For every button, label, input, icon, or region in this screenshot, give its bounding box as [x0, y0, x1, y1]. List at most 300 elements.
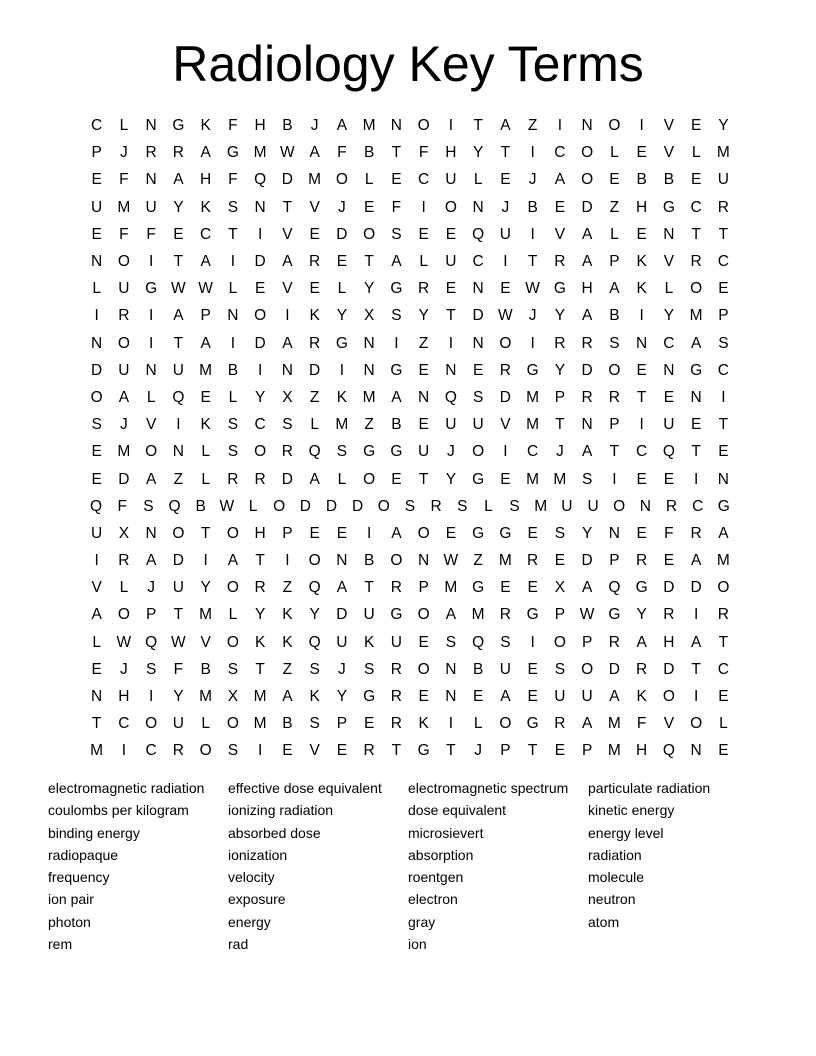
grid-letter: L: [201, 715, 210, 733]
grid-letter: P: [500, 742, 511, 760]
word-column: [588, 777, 768, 955]
word-list-item: ionizing radiation: [228, 802, 334, 819]
word-list-item: particulate radiation: [588, 780, 711, 796]
grid-letter: I: [639, 307, 644, 325]
grid-letter: A: [145, 552, 157, 570]
grid-letter: L: [146, 388, 156, 406]
grid-letter: S: [309, 715, 320, 733]
letter-grid: [83, 112, 737, 765]
grid-letter: A: [309, 144, 320, 162]
grid-letter: G: [363, 443, 376, 461]
grid-letter: Y: [336, 307, 348, 325]
grid-letter: L: [92, 280, 101, 298]
grid-letter: B: [363, 144, 375, 162]
grid-letter: H: [636, 198, 648, 216]
grid-letter: U: [91, 198, 103, 216]
grid-letter: T: [691, 225, 701, 243]
grid-letter: D: [309, 361, 321, 379]
grid-letter: U: [91, 524, 103, 542]
grid-row: [83, 710, 737, 737]
grid-letter: T: [255, 552, 265, 570]
grid-letter: N: [281, 361, 293, 379]
grid-letter: H: [663, 633, 675, 651]
grid-letter: P: [581, 633, 593, 651]
grid-letter: B: [282, 715, 293, 733]
grid-letter: E: [91, 171, 102, 189]
grid-letter: N: [608, 524, 620, 542]
grid-letter: Q: [444, 388, 457, 406]
grid-letter: R: [363, 742, 375, 760]
grid-letter: G: [472, 579, 485, 597]
grid-letter: J: [310, 117, 319, 135]
grid-letter: S: [391, 225, 402, 243]
grid-letter: L: [92, 633, 101, 651]
grid-letter: K: [200, 416, 211, 434]
grid-row: [83, 629, 737, 656]
grid-letter: Y: [445, 470, 457, 488]
word-list-item: electromagnetic spectrum: [408, 780, 569, 796]
word-list-item: ionization: [228, 846, 288, 863]
grid-letter: Y: [418, 307, 429, 325]
grid-letter: R: [499, 361, 511, 379]
grid-letter: R: [227, 470, 239, 488]
grid-letter: N: [91, 334, 103, 352]
grid-letter: E: [336, 253, 348, 271]
grid-letter: D: [608, 660, 620, 678]
grid-letter: L: [664, 280, 674, 298]
grid-letter: R: [390, 579, 402, 597]
grid-letter: M: [362, 388, 376, 406]
grid-letter: A: [581, 253, 593, 271]
grid-letter: L: [119, 117, 129, 135]
grid-letter: A: [391, 524, 402, 542]
grid-letter: K: [282, 633, 293, 651]
grid-letter: U: [717, 171, 729, 189]
grid-letter: R: [390, 660, 402, 678]
grid-letter: H: [118, 688, 130, 706]
grid-letter: I: [148, 307, 154, 325]
grid-letter: N: [636, 334, 648, 352]
grid-letter: A: [282, 688, 293, 706]
word-list-item: gray: [408, 913, 436, 930]
grid-letter: V: [282, 225, 293, 243]
grid-letter: S: [309, 660, 320, 678]
grid-letter: M: [199, 688, 213, 706]
grid-letter: V: [91, 579, 102, 597]
grid-letter: C: [717, 253, 729, 271]
grid-letter: P: [554, 388, 566, 406]
grid-letter: O: [254, 443, 267, 461]
word-column: [408, 777, 588, 955]
grid-letter: U: [499, 225, 511, 243]
grid-letter: Y: [336, 688, 348, 706]
grid-letter: R: [309, 253, 321, 271]
grid-letter: N: [91, 253, 103, 271]
grid-letter: G: [526, 361, 539, 379]
grid-letter: E: [609, 171, 620, 189]
grid-letter: D: [299, 497, 311, 515]
grid-letter: U: [118, 361, 130, 379]
grid-letter: H: [254, 117, 266, 135]
grid-letter: I: [693, 470, 699, 488]
grid-letter: R: [717, 198, 729, 216]
grid-letter: E: [391, 470, 402, 488]
grid-letter: I: [503, 443, 508, 461]
grid-letter: N: [145, 171, 157, 189]
word-list-item: absorption: [408, 846, 474, 863]
grid-letter: T: [446, 307, 456, 325]
grid-letter: Y: [581, 524, 593, 542]
grid-letter: E: [173, 225, 184, 243]
grid-letter: L: [228, 606, 238, 624]
grid-letter: K: [636, 688, 647, 706]
grid-letter: R: [390, 688, 402, 706]
grid-letter: Q: [90, 497, 103, 515]
grid-letter: I: [148, 688, 154, 706]
grid-letter: V: [309, 198, 320, 216]
grid-letter: S: [554, 524, 566, 542]
word-list-item: energy: [228, 913, 271, 930]
grid-letter: W: [219, 497, 235, 515]
grid-letter: O: [662, 688, 675, 706]
grid-letter: I: [530, 225, 535, 243]
grid-letter: Y: [254, 606, 266, 624]
grid-letter: T: [418, 470, 429, 488]
grid-letter: O: [199, 742, 212, 760]
grid-letter: E: [636, 470, 647, 488]
word-list: [48, 777, 788, 955]
grid-letter: M: [253, 715, 267, 733]
grid-letter: O: [499, 334, 512, 352]
grid-letter: M: [335, 416, 349, 434]
grid-letter: T: [446, 742, 456, 760]
word-list-item: frequency: [48, 869, 110, 886]
grid-letter: B: [282, 117, 293, 135]
grid-letter: Q: [472, 633, 485, 651]
grid-letter: Q: [472, 225, 485, 243]
grid-letter: E: [500, 280, 511, 298]
grid-letter: F: [119, 225, 129, 243]
word-list-item: effective dose equivalent: [228, 780, 382, 796]
grid-letter: I: [693, 606, 699, 624]
grid-letter: E: [500, 171, 511, 189]
grid-letter: Z: [173, 470, 184, 488]
grid-letter: S: [363, 660, 375, 678]
grid-letter: M: [526, 388, 540, 406]
grid-letter: T: [173, 606, 184, 624]
grid-letter: D: [172, 552, 184, 570]
grid-row: [83, 574, 737, 601]
grid-letter: N: [581, 117, 593, 135]
grid-letter: C: [118, 715, 130, 733]
grid-letter: S: [509, 497, 520, 515]
grid-letter: P: [581, 742, 593, 760]
grid-letter: G: [608, 606, 621, 624]
grid-letter: E: [472, 361, 484, 379]
grid-letter: R: [527, 552, 539, 570]
grid-letter: E: [445, 280, 457, 298]
grid-letter: L: [119, 579, 129, 597]
grid-letter: N: [472, 280, 484, 298]
grid-letter: P: [609, 416, 620, 434]
grid-letter: F: [418, 144, 429, 162]
grid-letter: G: [390, 606, 403, 624]
grid-letter: Q: [168, 497, 181, 515]
grid-letter: Y: [636, 606, 647, 624]
grid-letter: U: [663, 416, 675, 434]
grid-letter: T: [691, 443, 701, 461]
grid-letter: G: [390, 443, 403, 461]
grid-letter: P: [145, 606, 157, 624]
grid-letter: Z: [309, 388, 320, 406]
grid-letter: S: [145, 660, 157, 678]
grid-letter: F: [337, 144, 347, 162]
grid-letter: B: [195, 497, 206, 515]
grid-letter: A: [690, 633, 702, 651]
grid-letter: N: [418, 552, 430, 570]
grid-letter: S: [500, 633, 511, 651]
grid-letter: J: [501, 198, 510, 216]
grid-letter: U: [118, 280, 130, 298]
word-list-item: velocity: [228, 869, 275, 886]
grid-letter: T: [555, 416, 565, 434]
grid-letter: P: [554, 606, 566, 624]
grid-letter: O: [690, 280, 703, 298]
grid-letter: M: [308, 171, 322, 189]
grid-letter: F: [119, 171, 129, 189]
grid-row: [83, 112, 737, 139]
grid-letter: C: [690, 198, 702, 216]
grid-letter: E: [418, 688, 429, 706]
grid-letter: I: [148, 334, 154, 352]
grid-row: [83, 248, 737, 275]
grid-letter: Y: [718, 117, 729, 135]
grid-letter: F: [117, 497, 127, 515]
grid-letter: D: [499, 388, 511, 406]
grid-letter: J: [556, 443, 564, 461]
grid-letter: C: [663, 334, 675, 352]
grid-letter: E: [418, 633, 429, 651]
word-list-item: energy level: [588, 824, 664, 841]
grid-letter: T: [500, 144, 511, 162]
grid-row: [83, 465, 737, 492]
grid-letter: U: [445, 253, 457, 271]
grid-letter: P: [418, 579, 429, 597]
grid-letter: M: [444, 579, 458, 597]
grid-letter: I: [530, 633, 535, 651]
page-title: Radiology Key Terms: [172, 36, 644, 92]
grid-letter: U: [390, 633, 402, 651]
grid-letter: R: [430, 497, 442, 515]
grid-letter: E: [336, 524, 348, 542]
grid-row: [83, 194, 737, 221]
grid-letter: O: [117, 253, 130, 271]
grid-letter: O: [117, 334, 130, 352]
grid-letter: C: [636, 443, 648, 461]
grid-row: [83, 384, 737, 411]
grid-letter: E: [718, 443, 729, 461]
grid-letter: Q: [254, 171, 267, 189]
grid-letter: C: [254, 416, 266, 434]
grid-letter: O: [226, 715, 239, 733]
grid-letter: E: [91, 225, 102, 243]
grid-letter: I: [366, 524, 372, 542]
grid-letter: D: [254, 334, 266, 352]
grid-letter: Y: [254, 388, 266, 406]
grid-letter: F: [636, 715, 647, 733]
grid-letter: O: [273, 497, 286, 515]
grid-letter: T: [228, 225, 238, 243]
grid-letter: O: [417, 660, 430, 678]
grid-letter: L: [248, 497, 258, 515]
grid-letter: D: [663, 579, 675, 597]
grid-letter: G: [662, 198, 675, 216]
grid-letter: B: [200, 660, 211, 678]
grid-letter: E: [663, 470, 675, 488]
grid-letter: U: [418, 443, 430, 461]
grid-letter: V: [500, 416, 511, 434]
grid-letter: N: [472, 198, 484, 216]
grid-letter: N: [172, 443, 184, 461]
word-list-item: radiopaque: [48, 846, 119, 863]
grid-letter: I: [721, 388, 726, 406]
grid-letter: N: [336, 552, 348, 570]
grid-letter: E: [200, 388, 211, 406]
grid-letter: E: [309, 280, 320, 298]
grid-letter: E: [663, 552, 675, 570]
grid-letter: I: [94, 307, 99, 325]
grid-letter: T: [527, 742, 538, 760]
grid-letter: N: [418, 388, 430, 406]
grid-letter: Q: [145, 633, 158, 651]
grid-letter: V: [309, 742, 320, 760]
grid-letter: I: [612, 470, 617, 488]
grid-letter: N: [663, 361, 675, 379]
grid-letter: E: [418, 416, 429, 434]
grid-letter: M: [117, 443, 131, 461]
grid-letter: T: [718, 416, 729, 434]
grid-letter: E: [91, 470, 102, 488]
grid-letter: I: [94, 552, 99, 570]
grid-letter: A: [282, 334, 293, 352]
grid-letter: M: [117, 198, 131, 216]
grid-letter: T: [391, 742, 402, 760]
word-list-item: kinetic energy: [588, 802, 675, 819]
grid-letter: S: [91, 416, 102, 434]
grid-letter: L: [337, 470, 347, 488]
grid-letter: T: [200, 524, 211, 542]
grid-letter: A: [445, 606, 457, 624]
grid-letter: M: [90, 742, 104, 760]
grid-letter: V: [663, 144, 675, 162]
grid-letter: I: [230, 334, 236, 352]
grid-letter: Y: [554, 307, 566, 325]
grid-letter: J: [120, 144, 128, 162]
grid-letter: O: [717, 579, 730, 597]
grid-letter: G: [499, 524, 512, 542]
grid-letter: I: [639, 117, 644, 135]
grid-letter: A: [391, 253, 402, 271]
grid-letter: N: [690, 742, 702, 760]
grid-letter: E: [527, 524, 538, 542]
grid-letter: U: [587, 497, 599, 515]
grid-letter: O: [499, 715, 512, 733]
grid-letter: Y: [663, 307, 675, 325]
grid-letter: K: [254, 633, 266, 651]
grid-letter: P: [200, 307, 211, 325]
grid-letter: N: [145, 117, 157, 135]
word-list-item: atom: [588, 913, 620, 930]
grid-letter: R: [690, 524, 702, 542]
grid-letter: I: [257, 225, 263, 243]
grid-letter: L: [310, 416, 319, 434]
grid-letter: O: [308, 552, 321, 570]
grid-letter: R: [172, 144, 184, 162]
grid-letter: T: [391, 144, 402, 162]
grid-letter: E: [527, 579, 538, 597]
grid-letter: O: [145, 443, 158, 461]
grid-letter: X: [282, 388, 293, 406]
word-list-item: binding energy: [48, 824, 140, 841]
grid-letter: F: [173, 660, 184, 678]
grid-letter: O: [335, 171, 348, 189]
grid-letter: X: [554, 579, 566, 597]
grid-letter: R: [309, 334, 321, 352]
grid-letter: O: [417, 606, 430, 624]
grid-letter: V: [282, 280, 293, 298]
grid-letter: A: [609, 280, 620, 298]
grid-letter: B: [227, 361, 239, 379]
grid-letter: T: [718, 633, 729, 651]
grid-row: [83, 656, 737, 683]
grid-letter: Y: [554, 361, 566, 379]
word-list-item: dose equivalent: [408, 802, 507, 819]
grid-letter: G: [717, 497, 730, 515]
grid-letter: R: [636, 660, 648, 678]
word-list-item: roentgen: [408, 869, 464, 886]
grid-letter: K: [200, 117, 211, 135]
grid-letter: E: [418, 225, 429, 243]
grid-letter: N: [254, 198, 266, 216]
grid-letter: J: [120, 660, 128, 678]
grid-letter: V: [200, 633, 211, 651]
grid-letter: W: [116, 633, 132, 651]
grid-letter: W: [498, 307, 513, 325]
grid-letter: Y: [472, 144, 484, 162]
grid-letter: A: [636, 633, 647, 651]
word-list-item: electron: [408, 891, 458, 908]
grid-letter: T: [364, 253, 374, 271]
grid-letter: R: [281, 443, 293, 461]
grid-letter: O: [145, 715, 158, 733]
grid-letter: W: [280, 144, 295, 162]
grid-letter: E: [636, 225, 647, 243]
grid-letter: S: [227, 198, 239, 216]
grid-letter: E: [391, 171, 402, 189]
grid-letter: S: [445, 633, 457, 651]
grid-letter: L: [484, 497, 493, 515]
grid-letter: M: [716, 144, 730, 162]
word-list-item: exposure: [228, 891, 286, 908]
grid-letter: O: [363, 225, 376, 243]
grid-row: [83, 275, 737, 302]
grid-letter: B: [363, 552, 375, 570]
grid-letter: G: [172, 117, 185, 135]
grid-letter: P: [336, 715, 348, 733]
grid-letter: M: [553, 470, 567, 488]
grid-letter: N: [445, 688, 457, 706]
grid-letter: A: [609, 688, 620, 706]
